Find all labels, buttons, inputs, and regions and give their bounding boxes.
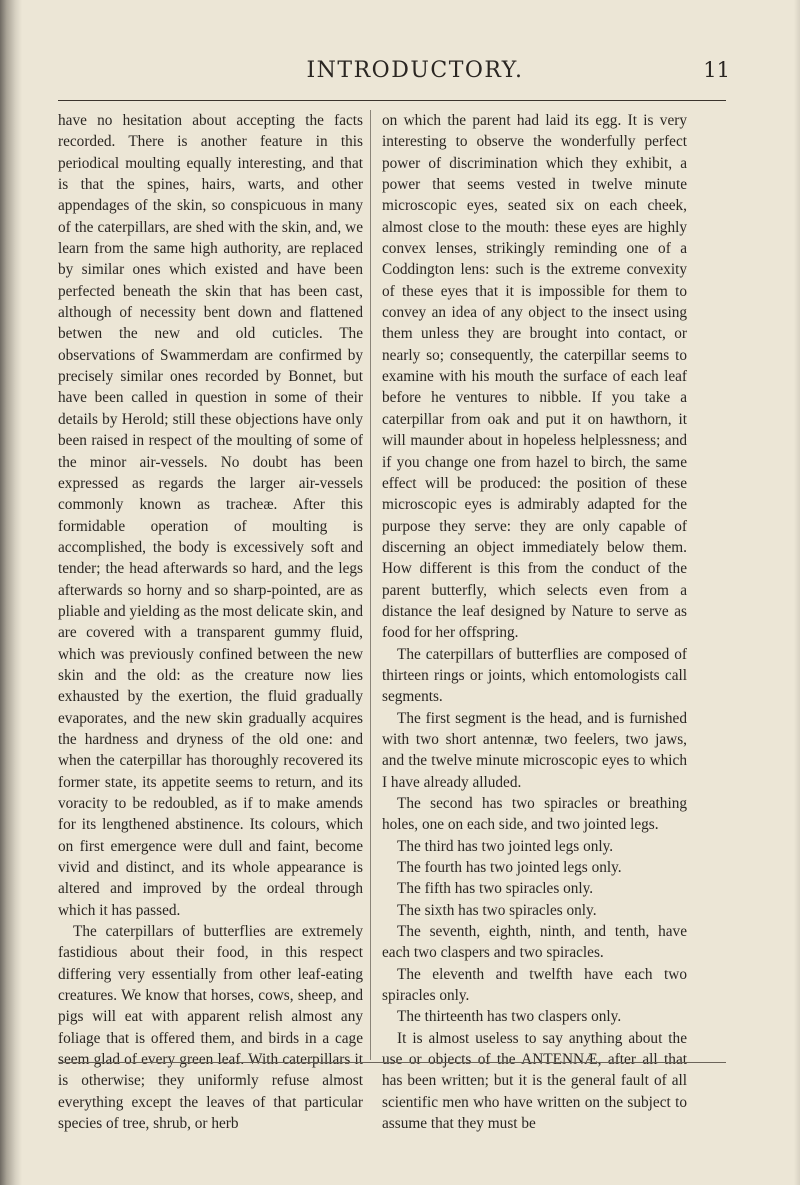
binding-shadow: [0, 0, 22, 1185]
paragraph: The fourth has two jointed legs only.: [397, 859, 622, 877]
page-number: 11: [703, 58, 730, 82]
paragraph: The caterpillars of butterflies are composed of thirteen rings or joints, which entomologists call segments.: [382, 645, 687, 706]
running-title: INTRODUCTORY.: [306, 58, 524, 83]
header-rule: [58, 100, 726, 101]
page-edge-shadow: [794, 0, 800, 1185]
footer-rule: [58, 1062, 726, 1063]
paragraph: The seventh, eighth, ninth, and tenth, have each two claspers and two spiracles.: [382, 923, 687, 962]
paragraph: on which the parent had laid its egg. It is very interesting to observe the wonderfully perfect power of discrimination which they exhibit, a power that seems vested in twelve minute microscopic eyes, seated six on each cheek, almost close to the mouth: these eyes are highly convex lenses, strikingly reminding one of a Coddington lens: such is the extreme convexity of these eyes that it is impossible for them to convey an idea of any object to the insect using them unless they are brought into contact, or nearly so; consequently, the caterpillar seems to examine with his mouth the surface of each leaf before he ventures to nibble. If you take a caterpillar from oak and put it on hawthorn, it will maunder about in hopeless helplessness; and if you change one from hazel to birch, the same effect will be produced: the position of these microscopic eyes is admirably adapted for the purpose they serve: they are only capable of discerning an object immediately below them. How different is this from the conduct of the parent butterfly, which selects even from a distance the leaf designed by Nature to serve as food for her offspring.: [382, 112, 687, 642]
column-divider: [370, 110, 371, 1060]
paragraph: The eleventh and twelfth have each two spiracles only.: [382, 965, 687, 1005]
paragraph: The third has two jointed legs only.: [397, 837, 614, 855]
paragraph: The fifth has two spiracles only.: [397, 880, 594, 898]
right-column: [382, 110, 687, 1135]
left-column: [58, 110, 363, 1135]
paragraph: The second has two spiracles or breathing holes, one on each side, and two jointed legs.: [382, 795, 687, 834]
paragraph: It is almost useless to say anything about the use or objects of the ANTENNÆ, after all that has been written; but it is the general fault of all scientific men who have written on the subject to assume that they must be: [382, 1029, 687, 1133]
paragraph: The first segment is the head, and is furnished with two short antennæ, two feelers, two jaws, and the twelve minute microscopic eyes to which I have already alluded.: [382, 709, 687, 791]
paragraph: The thirteenth has two claspers only.: [397, 1008, 622, 1026]
paragraph: The caterpillars of butterflies are extremely fastidious about their food, in this respect differing very essentially from other leaf-eating creatures. We know that horses, cows, sheep, and pigs will eat with apparent relish almost any foliage that is offered them, and birds in a cage seem glad of every green leaf. With caterpillars it is otherwise; they uniformly refuse almost everything except the leaves of that particular species of tree, shrub, or herb: [58, 923, 363, 1133]
paragraph: have no hesitation about accepting the facts recorded. There is another feature in this periodical moulting equally interesting, and that is that the spines, hairs, warts, and other appendages of the skin, so conspicuous in many of the caterpillars, are shed with the skin, and, we learn from the same high authority, are replaced by similar ones which existed and have been perfected beneath the skin that has been cast, although of necessity bent down and flattened betwen the new and old cuticles. The observations of Swammerdam are confirmed by precisely similar ones recorded by Bonnet, but have been called in question in some of their details by Herold; still these objections have only been raised in respect of the moulting of some of the minor air-vessels. No doubt has been expressed as regards the larger air-vessels commonly known as tracheæ. After this formidable operation of moulting is accomplished, the body is excessively soft and tender; the head afterwards so hard, and the legs afterwards so horny and so sharp-pointed, are as pliable and yielding as the most delicate skin, and are covered with a transparent gummy fluid, which was previously confined between the new skin and the old: as the creature now lies exhausted by the exertion, the fluid gradually evaporates, and the new skin gradually acquires the hardness and dryness of the old one: and when the caterpillar has thoroughly recovered its former state, its appetite seems to return, and its voracity to be redoubled, as if to make amends for its lengthened abstinence. Its colours, which on first emergence were dull and faint, become vivid and distinct, and its whole appearance is altered and improved by the ordeal through which it has passed.: [58, 112, 363, 919]
paragraph: The sixth has two spiracles only.: [397, 901, 597, 919]
page-header: [100, 58, 730, 94]
